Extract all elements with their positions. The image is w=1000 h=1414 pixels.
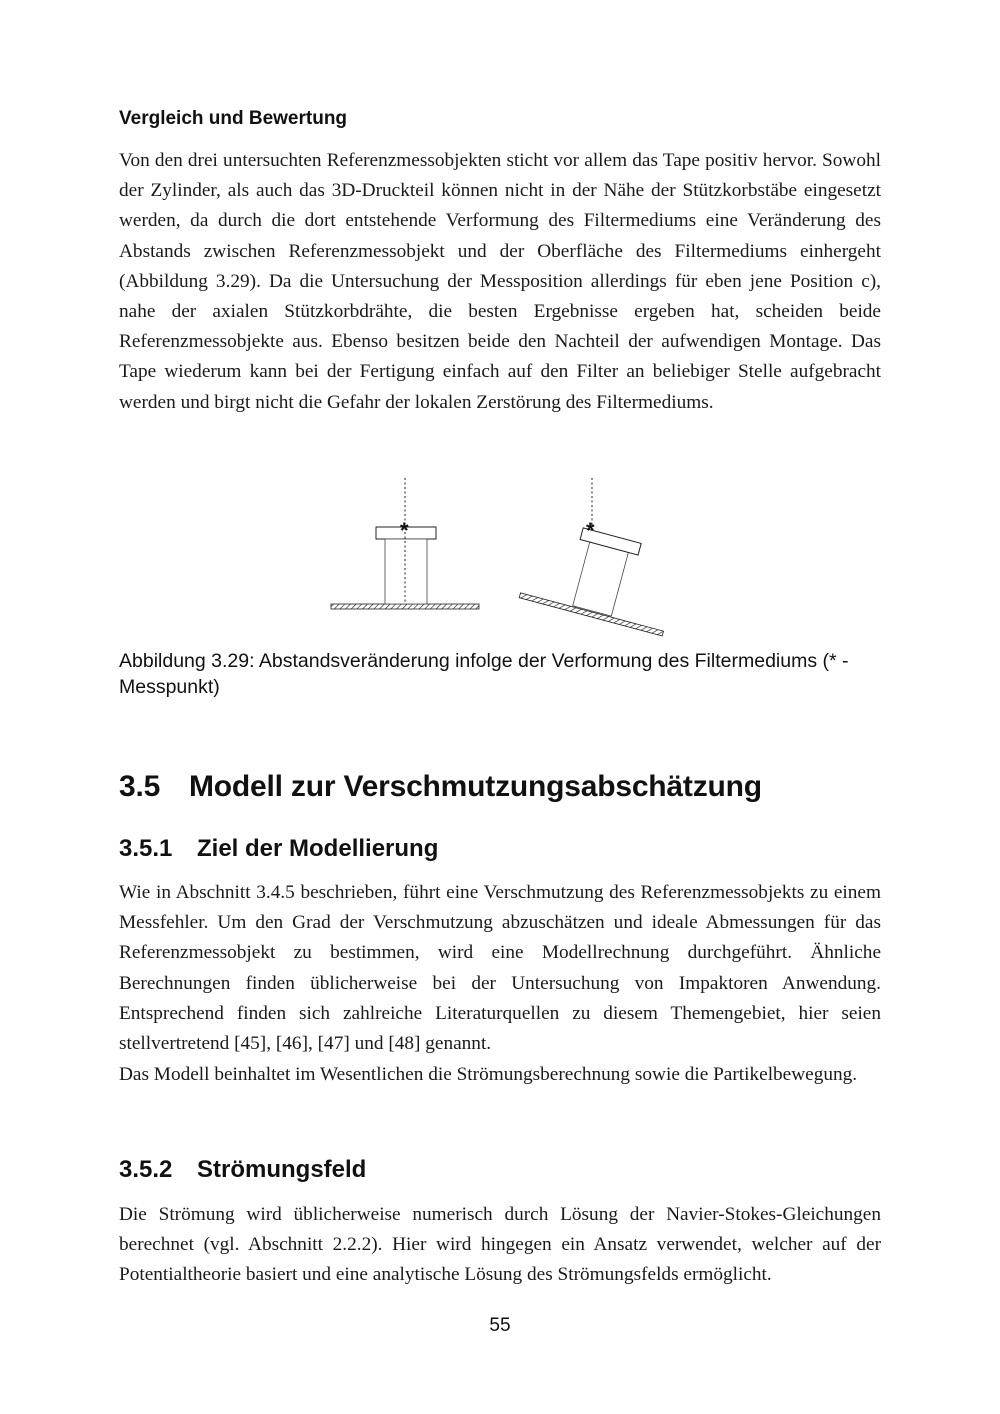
- subsection-title: Strömungsfeld: [197, 1156, 367, 1183]
- subsection-title: Ziel der Modellierung: [197, 835, 439, 862]
- tilted-cylinder-body: [573, 542, 629, 616]
- figure-deformation-diagram: [320, 470, 680, 640]
- measurement-point-marker-left: *: [400, 518, 409, 543]
- section-number: 3.5: [119, 770, 161, 803]
- subsection-heading-3-5-1: [119, 835, 438, 863]
- subsection-heading-vergleich: Vergleich und Bewertung: [119, 108, 348, 129]
- page-number: 55: [489, 1315, 511, 1336]
- section-title: Modell zur Verschmutzungsabschätzung: [189, 770, 762, 803]
- cylinder-tilted-diagram: [519, 478, 663, 636]
- section-heading-3-5: [119, 770, 762, 804]
- cylinder-body: [385, 539, 427, 604]
- paragraph-model-contents: Das Modell beinhaltet im Wesentlichen die Strömungsberechnung sowie die Partikelbewegung.: [119, 1064, 858, 1085]
- figure-caption: Abbildung 3.29: Abstandsveränderung infolge der Verformung des Filtermediums (* - Messpunkt): [119, 650, 849, 698]
- paragraph-model-goal: Wie in Abschnitt 3.4.5 beschrieben, führt eine Verschmutzung des Referenzmessobjekts zu einem Messfehler. Um den Grad der Verschmutzung abzuschätzen und ideale Abmessungen für das Referenzmessobjekt zu bestimmen, wird eine Modellrechnung durchgeführt. Ähnliche Berechnungen finden üblicherweise bei der Untersuchung von Impaktoren Anwendung. Entsprechend finden sich zahlreiche Literaturquellen zu diesem Themengebiet, hier seien stellvertretend [45], [46], [47] und [48] genannt.: [119, 882, 881, 1055]
- cylinder-upright-diagram: [331, 478, 479, 609]
- paragraph-flow-field: Die Strömung wird üblicherweise numerisch durch Lösung der Navier-Stokes-Gleichungen berechnet (vgl. Abschnitt 2.2.2). Hier wird hingegen ein Ansatz verwendet, welcher auf der Potentialtheorie basiert und eine analytische Lösung des Strömungsfelds ermöglicht.: [119, 1204, 881, 1286]
- flat-surface-hatched: [331, 604, 479, 609]
- subsection-number: 3.5.2: [119, 1156, 173, 1183]
- subsection-number: 3.5.1: [119, 835, 173, 862]
- measurement-point-marker-right: *: [586, 518, 595, 543]
- subsection-heading-3-5-2: [119, 1156, 366, 1184]
- paragraph-comparison: Von den drei untersuchten Referenzmessobjekten sticht vor allem das Tape positiv hervor. Sowohl der Zylinder, als auch das 3D-Druckteil können nicht in der Nähe der Stützkorbstäbe eingesetzt werden, da durch die dort entstehende Verformung des Filtermediums eine Veränderung des Abstands zwischen Referenzmessobjekt und der Oberfläche des Filtermediums einhergeht (Abbildung 3.29). Da die Untersuchung der Messposition allerdings für eben jene Position c), nahe der axialen Stützkorbdrähte, die besten Ergebnisse ergeben hat, scheiden beide Referenzmessobjekte aus. Ebenso besitzen beide den Nachteil der aufwendigen Montage. Das Tape wiederum kann bei der Fertigung einfach auf den Filter an beliebiger Stelle aufgebracht werden und birgt nicht die Gefahr der lokalen Zerstörung des Filtermediums.: [119, 150, 881, 413]
